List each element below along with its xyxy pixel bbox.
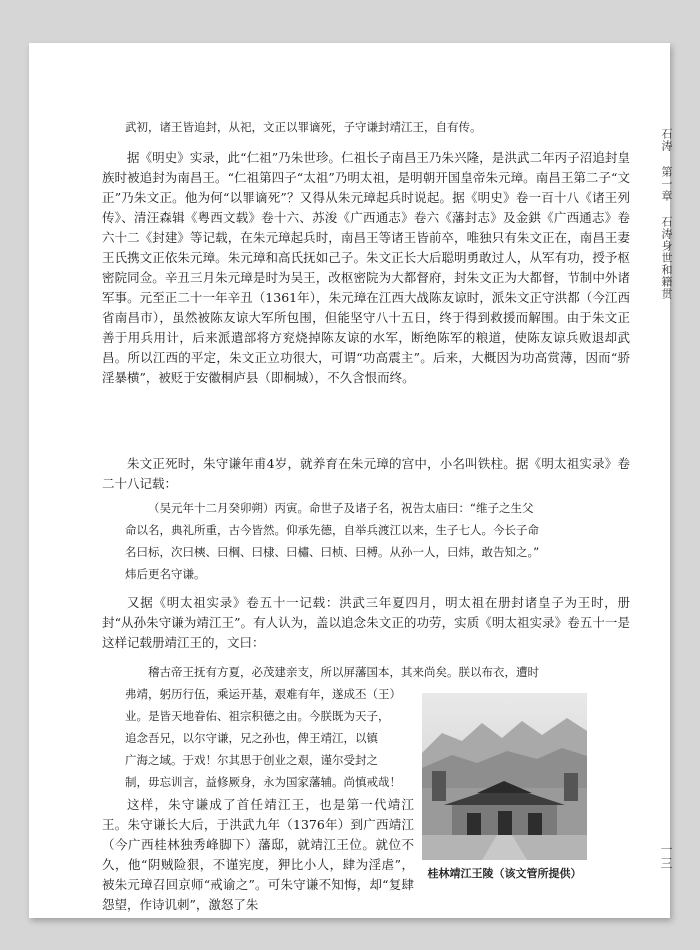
quote-line: 稽古帝王抚有方夏，必茂建亲支，所以屏藩国本，其来尚矣。朕以布衣，遭时 (148, 665, 539, 679)
paragraph-text: 朱文正死时，朱守谦年甫4岁，就养育在朱元璋的宫中，小名叫铁柱。据《明太祖实录》卷二十八记载： (102, 456, 630, 491)
quote-line: 制，毋忘训言，益修厥身，永为国家藩辅。尚慎戒哉！ (125, 775, 401, 789)
body-paragraph-2 (102, 454, 630, 494)
paragraph-text: 又据《明太祖实录》卷五十一记载：洪武三年夏四月，明太祖在册封诸皇子为王时，册封“从孙朱守谦为靖江王”。有人认为，盖以追念朱文正的功劳，实质《明太祖实录》卷五十一是这样记载册靖江王的，文曰： (102, 595, 630, 650)
book-page (29, 43, 673, 918)
page-number: 一三 (659, 843, 673, 871)
quote-line: （吴元年十二月癸卯朔）丙寅。命世子及诸子名，祝告太庙曰：“维子之生父 (148, 501, 534, 515)
tomb-photo (422, 693, 587, 860)
running-header: 石涛 第一章 石涛身世和籍贯 (660, 128, 673, 300)
quote-line: 业。是皆天地眷佑、祖宗积德之由。今朕既为天子， (125, 709, 390, 723)
body-paragraph-4 (102, 795, 414, 915)
photo-caption: 桂林靖江王陵（该文管所提供） (427, 867, 582, 880)
edict-quote-block (125, 661, 539, 793)
quote-line: 广海之域。于戏！尔其思于创业之艰，谨尔受封之 (125, 753, 378, 767)
opening-quote: 武初，诸王皆追封，从祀，文正以罪谪死，子守谦封靖江王，自有传。 (125, 120, 482, 134)
body-paragraph-1 (102, 148, 630, 388)
quote-line: 名曰标，次曰樉、曰棡、曰棣、曰橚、曰桢、曰榑。从孙一人，曰炜，敢告知之。” (125, 545, 540, 559)
tomb-photo-illustration (422, 693, 587, 860)
paragraph-text: 据《明史》实录，此“仁祖”乃朱世珍。仁祖长子南昌王乃朱兴隆，是洪武二年丙子沼追封皇族时被追封为南昌王。“仁祖第四子“太祖”乃明太祖，是明朝开国皇帝朱元璋。南昌王第二子“文正”乃朱文正。他为何“以罪谪死”？又得从朱元璋起兵时说起。据《明史》卷一百十八《诸王列传》、清汪森辑《粤西文载》卷十六、苏浚《广西通志》卷六《藩封志》及金鉷《广西通志》卷六十二《封建》等记载，在朱元璋起兵时，南昌王等诸王皆前卒，唯独只有朱文正在，南昌王妻王氏携文正依朱元璋。朱元璋和高氏抚如己子。朱文正长大后聪明勇敢过人，从军有功，授予枢密院同佥。辛丑三月朱元璋是时为吴王，改枢密院为大都督府，封朱文正为大都督，节制中外诸军事。元至正二十一年辛丑（1361年），朱元璋在江西大战陈友谅时，派朱文正守洪都（今江西省南昌市），虽然被陈友谅大军所包围，但能坚守八十五日，终于得到救援而解围。由于朱文正善于用兵用计，后来派遣部将方兖烧掉陈友谅的水军，断绝陈军的粮道，使陈友谅兵败退却武昌。所以江西的平定，朱文正立功很大，可谓“功高震主”。后来，大概因为功高赏薄，因而“骄淫暴横”，被贬于安徽桐庐县（即桐城），不久含恨而终。 (102, 150, 630, 385)
paragraph-text: 这样，朱守谦成了首任靖江王，也是第一代靖江王。朱守谦长大后，于洪武九年（1376年）到广西靖江（今广西桂林独秀峰脚下）藩邸，就靖江王位。就位不久，他“阴贼险狠，不谨宪度，狎比小人，肆为淫虐”，被朱元璋召回京师“戒谕之”。可朱守谦不知悔，却“复肆怨望，作诗讥刺”，激怒了朱 (102, 797, 414, 912)
body-paragraph-3 (102, 593, 630, 653)
quote-line: 炜后更名守谦。 (125, 567, 206, 581)
shilu-quote-block (125, 497, 630, 585)
quote-line: 命以名，典礼所重，古今皆然。仰承先德，自举兵渡江以来，生子七人。今长子命 (125, 523, 539, 537)
quote-line: 追念吾兄，以尔守谦，兄之孙也，俾王靖江，以镇 (125, 731, 378, 745)
quote-line: 弗靖，躬历行伍，乘运开基，艰难有年，遂成丕（王） (125, 687, 401, 701)
